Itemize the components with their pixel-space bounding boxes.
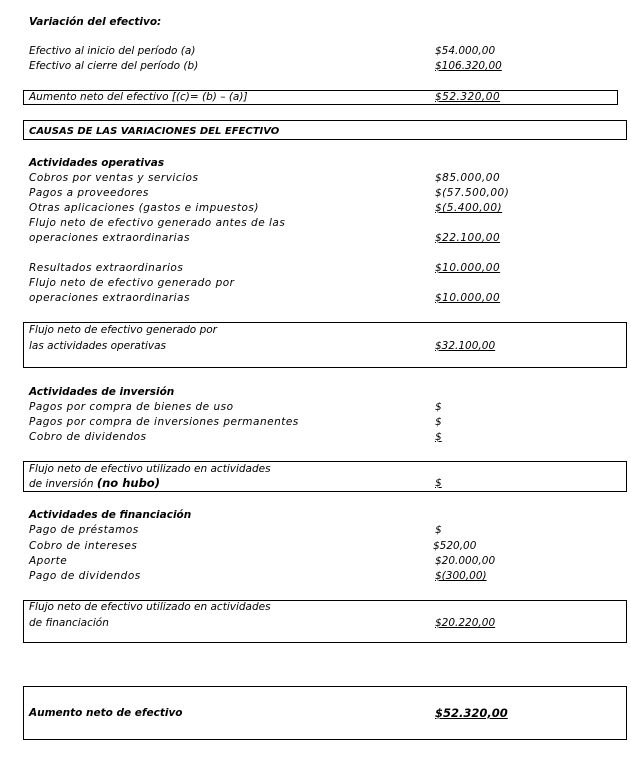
fin-aporte-value: $20.000,00 (435, 555, 496, 567)
cash-end-label: Efectivo al cierre del período (b) (29, 60, 199, 72)
inv-total-line2-text: de inversión (29, 478, 97, 490)
op-resultados-label: Resultados extraordinarios (29, 262, 184, 274)
cash-start-value: $54.000,00 (435, 45, 496, 57)
fin-total-line2: de financiación (29, 617, 109, 629)
op-flujo-antes-value: $22.100,00 (435, 232, 501, 244)
fin-intereses-label: Cobro de intereses (29, 540, 138, 552)
op-pagos-value: $(57.500,00) (435, 187, 510, 199)
fin-pago-div-label: Pago de dividendos (29, 570, 141, 582)
net-increase-value: $52.320,00 (435, 91, 501, 103)
inv-bienes-label: Pagos por compra de bienes de uso (29, 401, 234, 413)
op-cobros-value: $85.000,00 (435, 172, 501, 184)
op-otras-label: Otras aplicaciones (gastos e impuestos) (29, 202, 259, 214)
fin-prestamos-value: $ (435, 524, 442, 536)
op-flujo-antes-line2: operaciones extraordinarias (29, 232, 190, 244)
op-flujo-extra-line1: Flujo neto de efectivo generado por (29, 277, 235, 289)
inv-dividendos-value: $ (435, 431, 442, 443)
op-flujo-extra-line2: operaciones extraordinarias (29, 292, 190, 304)
section-title: Variación del efectivo: (29, 16, 162, 28)
inv-total-line2 (29, 477, 160, 491)
op-otras-value: $(5.400,00) (435, 202, 503, 214)
op-resultados-value: $10.000,00 (435, 262, 501, 274)
op-total-value: $32.100,00 (435, 340, 496, 352)
causes-header: CAUSAS DE LAS VARIACIONES DEL EFECTIVO (29, 126, 280, 137)
inv-bienes-value: $ (435, 401, 442, 413)
inv-total-value: $ (435, 477, 442, 489)
inv-total-none-note: (no hubo) (96, 476, 160, 490)
op-flujo-antes-line1: Flujo neto de efectivo generado antes de las (29, 217, 286, 229)
fin-aporte-label: Aporte (29, 555, 68, 567)
fin-pago-div-value: $(300,00) (435, 570, 487, 582)
fin-total-value: $20.220,00 (435, 617, 496, 629)
op-cobros-label: Cobros por ventas y servicios (29, 172, 199, 184)
inv-dividendos-label: Cobro de dividendos (29, 431, 147, 443)
fin-intereses-value: $520,00 (433, 540, 477, 552)
fin-total-line1: Flujo neto de efectivo utilizado en actividades (29, 601, 271, 613)
op-flujo-extra-value: $10.000,00 (435, 292, 501, 304)
op-total-line1: Flujo neto de efectivo generado por (29, 324, 217, 336)
final-total-label: Aumento neto de efectivo (29, 707, 183, 719)
inv-inversiones-label: Pagos por compra de inversiones permanentes (29, 416, 299, 428)
financing-title: Actividades de financiación (29, 509, 192, 521)
operating-title: Actividades operativas (29, 157, 165, 169)
op-total-line2: las actividades operativas (29, 340, 167, 352)
net-increase-label: Aumento neto del efectivo [(c)= (b) – (a)] (29, 91, 248, 103)
final-total-value: $52.320,00 (435, 706, 508, 720)
investing-title: Actividades de inversión (29, 386, 175, 398)
op-pagos-label: Pagos a proveedores (29, 187, 149, 199)
cash-start-label: Efectivo al inicio del período (a) (29, 45, 196, 57)
inv-inversiones-value: $ (435, 416, 442, 428)
inv-total-line1: Flujo neto de efectivo utilizado en actividades (29, 463, 271, 475)
fin-prestamos-label: Pago de préstamos (29, 524, 139, 536)
cash-end-value: $106.320,00 (435, 60, 502, 72)
